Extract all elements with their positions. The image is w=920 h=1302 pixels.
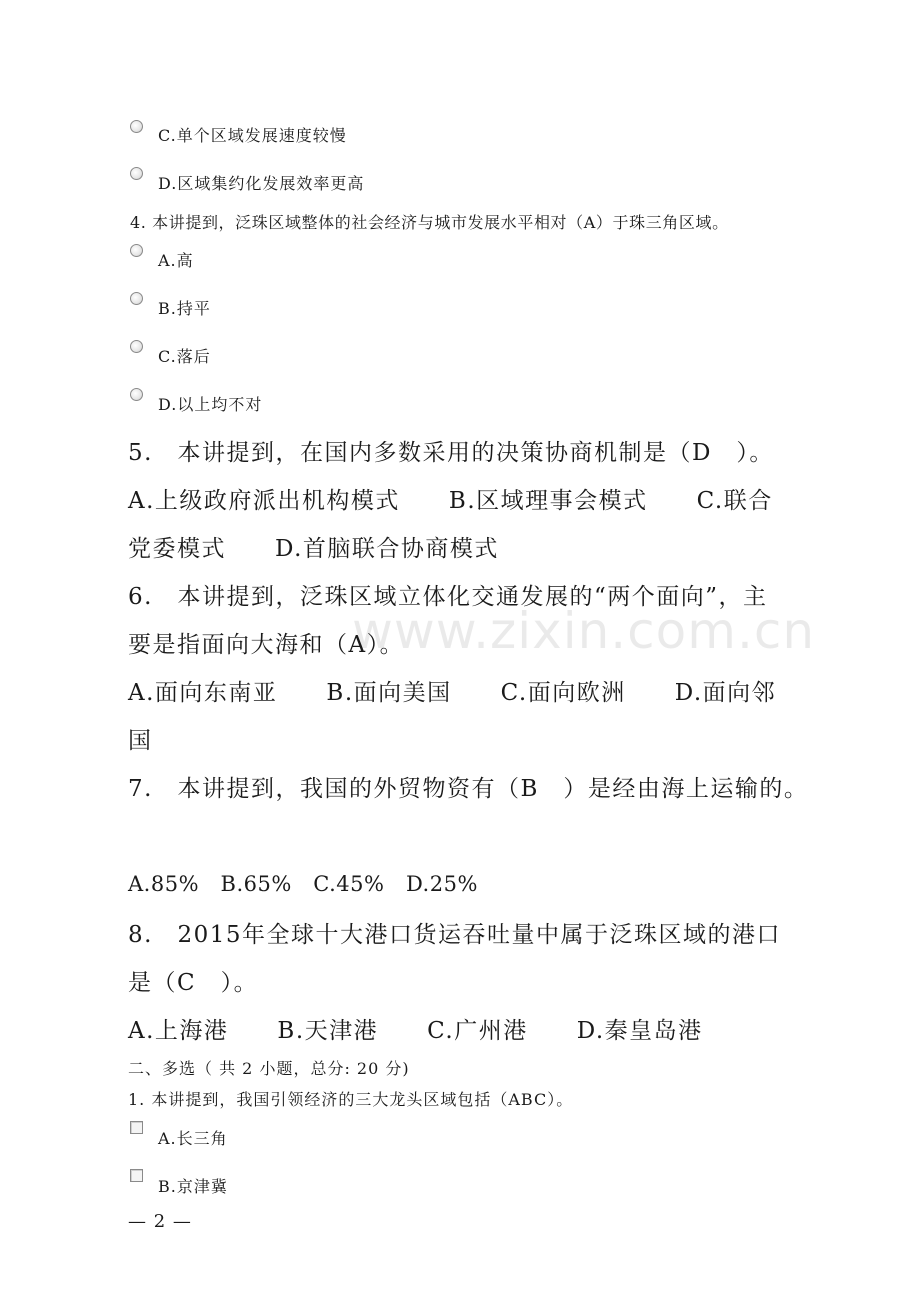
option-text: B.京津冀 — [158, 1177, 228, 1196]
option-text: A.高 — [158, 251, 194, 270]
question-text: 1. 本讲提到，我国引领经济的三大龙头区域包括（ABC）。 — [128, 1090, 574, 1109]
option-text: B.持平 — [158, 299, 211, 318]
option-text: D.以上均不对 — [158, 395, 263, 414]
option-line: A.面向东南亚 B.面向美国 C.面向欧洲 D.面向邻 — [128, 680, 777, 706]
radio-button[interactable] — [130, 244, 143, 257]
question-text: 是（C ）。 — [128, 970, 259, 996]
checkbox[interactable] — [130, 1169, 143, 1182]
option-text: C.单个区域发展速度较慢 — [158, 126, 347, 145]
question-text: 6. 本讲提到，泛珠区域立体化交通发展的“两个面向”，主 — [128, 584, 768, 610]
watermark: www.zixin.com.cn — [352, 602, 816, 660]
option-line: A.85% B.65% C.45% D.25% — [128, 872, 478, 896]
radio-button[interactable] — [130, 120, 143, 133]
section-heading: 二、多选（ 共 2 小题，总分: 20 分) — [128, 1059, 410, 1078]
option-line: A.上级政府派出机构模式 B.区域理事会模式 C.联合 — [128, 488, 773, 514]
question-text: 要是指面向大海和（A）。 — [128, 632, 405, 658]
option-line: A.上海港 B.天津港 C.广州港 D.秦皇岛港 — [128, 1018, 703, 1044]
radio-button[interactable] — [130, 292, 143, 305]
option-line: 党委模式 D.首脑联合协商模式 — [128, 536, 499, 562]
radio-button[interactable] — [130, 340, 143, 353]
question-text: 8. 2015年全球十大港口货运吞吐量中属于泛珠区域的港口 — [128, 922, 781, 948]
page-number: — 2 — — [128, 1211, 192, 1232]
question-text: 7. 本讲提到，我国的外贸物资有（B ）是经由海上运输的。 — [128, 776, 809, 802]
question-text: 4. 本讲提到，泛珠区域整体的社会经济与城市发展水平相对（A）于珠三角区域。 — [130, 213, 729, 232]
option-text: A.长三角 — [158, 1129, 228, 1148]
option-line: 国 — [128, 728, 153, 754]
radio-button[interactable] — [130, 388, 143, 401]
option-text: C.落后 — [158, 347, 211, 366]
radio-button[interactable] — [130, 167, 143, 180]
checkbox[interactable] — [130, 1121, 143, 1134]
question-text: 5. 本讲提到，在国内多数采用的决策协商机制是（D ）。 — [128, 440, 774, 466]
option-text: D.区域集约化发展效率更高 — [158, 174, 365, 193]
